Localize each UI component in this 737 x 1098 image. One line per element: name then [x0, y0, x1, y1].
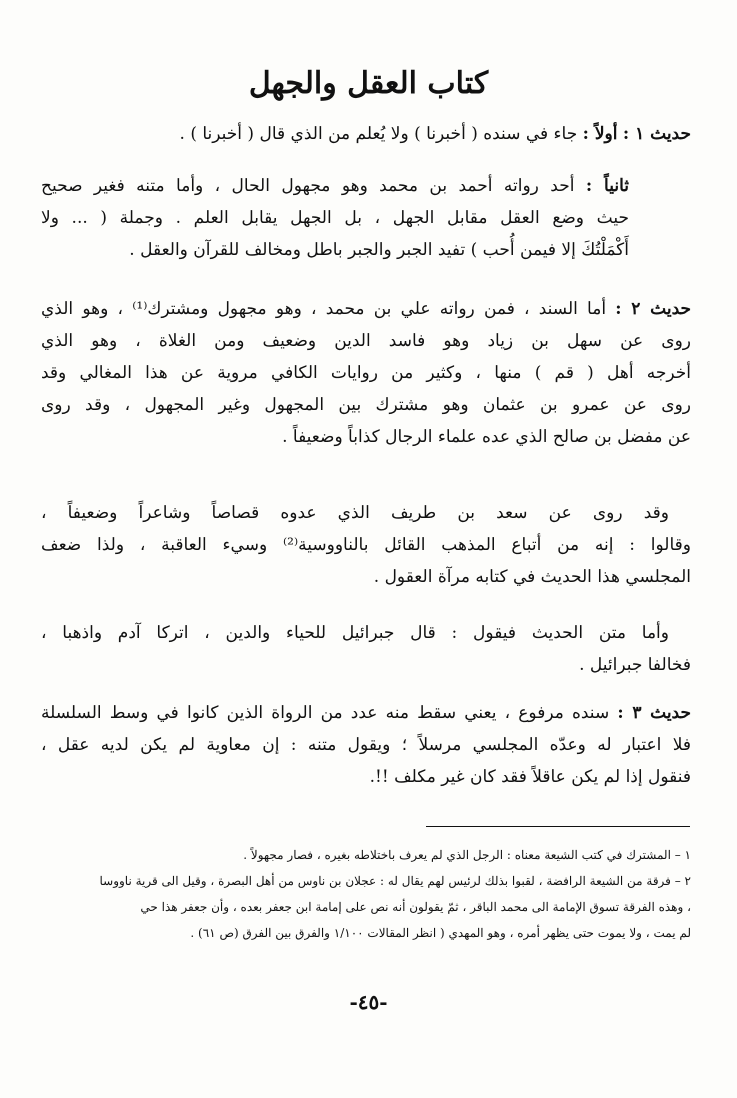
text-line: وقالوا : إنه من أتباع المذهب القائل بالناووسية⁽²⁾ وسيء العاقبة ، ولذا ضعف — [41, 535, 691, 555]
hadith-3-label: حديث ٣ : — [617, 703, 691, 723]
text-line: فنقول إذا لم يكن عاقلاً فقد كان غير مكلف !!. — [369, 767, 691, 787]
hadith-2-label: حديث ٢ : — [615, 299, 692, 319]
text-span: سنده مرفوع ، يعني سقط منه عدد من الرواة الذين كانوا في وسط السلسلة — [41, 703, 610, 723]
text-line: فلا اعتبار له وعدّه المجلسي مرسلاً ؛ ويقول متنه : إن معاوية لم يكن لديه عقل ، — [41, 735, 691, 755]
hadith-2-paragraph-3 — [41, 617, 691, 681]
text-line — [41, 697, 691, 729]
page-number: -٤٥- — [349, 990, 388, 1014]
hadith-1-label: حديث ١ : — [622, 124, 691, 144]
text-line: روى عن سهل بن زياد وهو فاسد الدين وضعيف ومن الغلاة ، وهو الذي — [41, 331, 691, 351]
text-span: أحد رواته أحمد بن محمد وهو مجهول الحال ، وأما متنه فغير صحيح — [41, 176, 575, 196]
text-line: حيث وضع العقل مقابل الجهل ، بل الجهل يقابل العلم . وجملة ( ... ولا — [41, 208, 629, 228]
hadith-2 — [41, 293, 691, 453]
hadith-1-first-line — [41, 118, 691, 150]
text-line: المجلسي هذا الحديث في كتابه مرآة العقول . — [373, 567, 691, 587]
text-line: أَكْمَلْتُكَ إلا فيمن أُحب ) تفيد الجبر والجبر باطل ومخالف للقرآن والعقل . — [129, 240, 629, 260]
footnotes — [41, 842, 691, 946]
hadith-1-first-text: جاء في سنده ( أخبرنا ) ولا يُعلم من الذي قال ( أخبرنا ) . — [179, 124, 578, 144]
footnote-divider — [426, 826, 690, 827]
footnote-2-cont: ، وهذه الفرقة تسوق الإمامة الى محمد الباقر ، ثمّ يقولون أنه نص على إمامة ابن جعفر بعده ، وأن جعفر هذا حي — [140, 900, 691, 914]
text-line: وأما متن الحديث فيقول : قال جبرائيل للحياء والدين ، اتركا آدم واذهبا ، — [41, 623, 669, 643]
text-line: فخالفا جبرائيل . — [579, 655, 691, 675]
page-title: كتاب العقل والجهل — [248, 66, 489, 101]
text-line: أخرجه أهل ( قم ) منها ، وكثير من روايات الكافي مروية عن هذا المغالي وقد — [41, 363, 691, 383]
hadith-1-first-label: أولاً : — [582, 124, 618, 144]
footnote-1: ١ – المشترك في كتب الشيعة معناه : الرجل الذي لم يعرف باختلاطه بغيره ، فصار مجهولاً . — [243, 848, 691, 862]
text-line — [41, 170, 629, 202]
text-line — [41, 293, 691, 325]
hadith-2-paragraph-2 — [41, 497, 691, 593]
text-line: عن مفضل بن صالح الذي عده علماء الرجال كذاباً وضعيفاً . — [282, 427, 691, 447]
footnote-2: ٢ – فرقة من الشيعة الرافضة ، لقبوا بذلك لرئيس لهم يقال له : عجلان بن ناوس من أهل البصرة ، وقيل الى قرية ناووسا — [99, 874, 691, 888]
text-line: روى عن عمرو بن عثمان وهو مشترك بين المجهول وغير المجهول ، وقد روى — [41, 395, 691, 415]
hadith-1 — [41, 118, 691, 150]
footnote-2-cont: لم يمت ، ولا يموت حتى يظهر أمره ، وهو المهدي ( انظر المقالات ١/١٠٠ والفرق بين الفرق (ص ٦١) . — [190, 926, 691, 940]
hadith-3 — [41, 697, 691, 793]
hadith-1-second — [41, 170, 691, 266]
hadith-1-second-label: ثانياً : — [585, 176, 629, 196]
text-span: أما السند ، فمن رواته علي بن محمد ، وهو مجهول ومشترك⁽¹⁾ ، وهو الذي — [41, 299, 607, 319]
text-line: وقد روى عن سعد بن طريف الذي عدوه قصاصاً وشاعراً وضعيفاً ، — [41, 503, 669, 523]
